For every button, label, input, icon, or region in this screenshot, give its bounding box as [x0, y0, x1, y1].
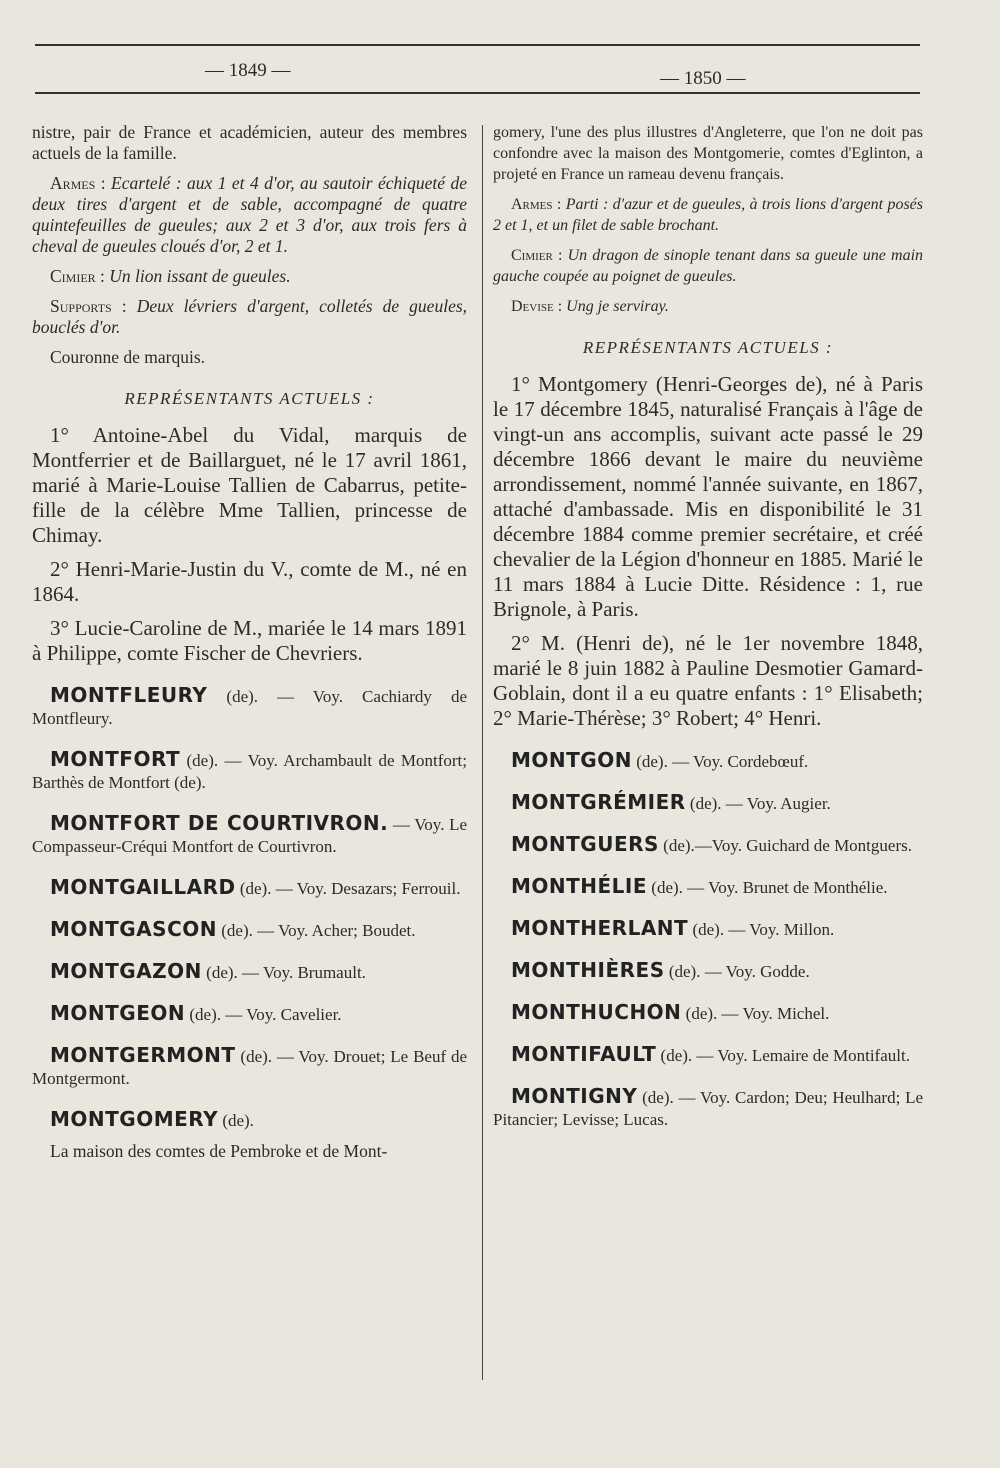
left-entry: MONTGOMERY (de).: [50, 1107, 254, 1131]
left-entry: MONTGAILLARD (de). — Voy. Desazars; Ferrouil.: [50, 875, 461, 899]
right-rep-1: 1° Montgomery (Henri-Georges de), né à Paris le 17 décembre 1845, naturalisé Français à l'âge de vingt-un ans accomplis, suivant acte passé le 29 décembre 1866 devant le maire du neuvième arrondissement, nommé l'année suivante, en 1867, attaché d'ambassade. Mis en disponibilité le 31 décembre 1884 comme premier secrétaire, et créé chevalier de la Légion d'honneur en 1885. Marié le 11 mars 1884 à Lucie Ditte. Résidence : 1, rue Brignole, à Paris.: [493, 372, 923, 621]
left-rep-3: 3° Lucie-Caroline de M., mariée le 14 mars 1891 à Philippe, comte Fischer de Chevriers.: [32, 616, 467, 665]
right-entry: MONTHIÈRES (de). — Voy. Godde.: [511, 958, 810, 982]
right-entry: MONTHÉLIE (de). — Voy. Brunet de Monthélie.: [511, 874, 888, 898]
right-entry: MONTHUCHON (de). — Voy. Michel.: [511, 1000, 830, 1024]
left-rep-2: 2° Henri-Marie-Justin du V., comte de M., né en 1864.: [32, 557, 467, 606]
header-rule: [35, 92, 920, 94]
right-entry: MONTHERLANT (de). — Voy. Millon.: [511, 916, 835, 940]
left-armes: Armes : Ecartelé : aux 1 et 4 d'or, au sautoir échiqueté de deux tires d'argent et de sable, accompagné de quatre quintefeuilles de gueules; aux 2 et 3 d'or, aux trois fers à cheval de gueules cloués d'or, 2 et 1.: [32, 173, 467, 256]
left-entry: MONTFORT DE COURTIVRON. — Voy. Le Compasseur-Créqui Montfort de Courtivron.: [32, 811, 467, 856]
right-armes: Armes : Parti : d'azur et de gueules, à trois lions d'argent posés 2 et 1, et un filet de sable brochant.: [493, 196, 924, 234]
left-entry: MONTFLEURY (de). — Voy. Cachiardy de Montfleury.: [32, 683, 467, 728]
left-supports: Supports : Deux lévriers d'argent, colletés de gueules, bouclés d'or.: [32, 296, 468, 337]
right-entry: MONTIFAULT (de). — Voy. Lemaire de Montifault.: [511, 1042, 910, 1066]
left-intro: nistre, pair de France et académicien, auteur des membres actuels de la famille.: [32, 122, 467, 163]
left-column: [32, 122, 467, 1171]
right-entry: MONTGRÉMIER (de). — Voy. Augier.: [511, 790, 831, 814]
right-cimier: Cimier : Un dragon de sinople tenant dans sa gueule une main gauche coupée au poignet de gueules.: [493, 247, 924, 285]
right-intro: gomery, l'une des plus illustres d'Angleterre, que l'on ne doit pas confondre avec la maison des Montgomerie, comtes d'Eglinton, a projeté en France un rameau devenu français.: [493, 124, 923, 183]
left-entry: MONTGAZON (de). — Voy. Brumault.: [50, 959, 366, 983]
left-entry: MONTGERMONT (de). — Voy. Drouet; Le Beuf de Montgermont.: [32, 1043, 468, 1088]
left-rep-1: 1° Antoine-Abel du Vidal, marquis de Montferrier et de Baillarguet, né le 17 avril 1861, marié à Marie-Louise Tallien de Cabarrus, petite-fille de la célèbre Mme Tallien, princesse de Chimay.: [32, 423, 467, 547]
top-rule: [35, 44, 920, 46]
right-entry: MONTIGNY (de). — Voy. Cardon; Deu; Heulhard; Le Pitancier; Levisse; Lucas.: [493, 1084, 923, 1129]
left-last-line: La maison des comtes de Pembroke et de Mont-: [50, 1141, 388, 1161]
left-cimier: Cimier : Un lion issant de gueules.: [50, 266, 291, 286]
left-entry: MONTFORT (de). — Voy. Archambault de Montfort; Barthès de Montfort (de).: [32, 747, 467, 792]
right-column: [493, 122, 923, 1140]
left-entry: MONTGASCON (de). — Voy. Acher; Boudet.: [50, 917, 416, 941]
page-number-right: — 1850 —: [660, 68, 746, 89]
right-entry: MONTGON (de). — Voy. Cordebœuf.: [511, 748, 809, 772]
right-entry: MONTGUERS (de).—Voy. Guichard de Montguers.: [511, 832, 912, 856]
right-representants-heading: REPRÉSENTANTS ACTUELS :: [582, 338, 834, 357]
column-divider: [482, 125, 483, 1380]
left-couronne: Couronne de marquis.: [50, 347, 206, 367]
right-devise: Devise : Ung je serviray.: [511, 298, 669, 315]
left-representants-heading: REPRÉSENTANTS ACTUELS :: [124, 389, 375, 408]
page-number-left: — 1849 —: [205, 60, 291, 81]
right-rep-2: 2° M. (Henri de), né le 1er novembre 1848, marié le 8 juin 1882 à Pauline Desmotier Gamard-Goblain, dont il a eu quatre enfants : 1° Elisabeth; 2° Marie-Thérèse; 3° Robert; 4° Henri.: [493, 631, 923, 730]
left-entry: MONTGEON (de). — Voy. Cavelier.: [50, 1001, 342, 1025]
